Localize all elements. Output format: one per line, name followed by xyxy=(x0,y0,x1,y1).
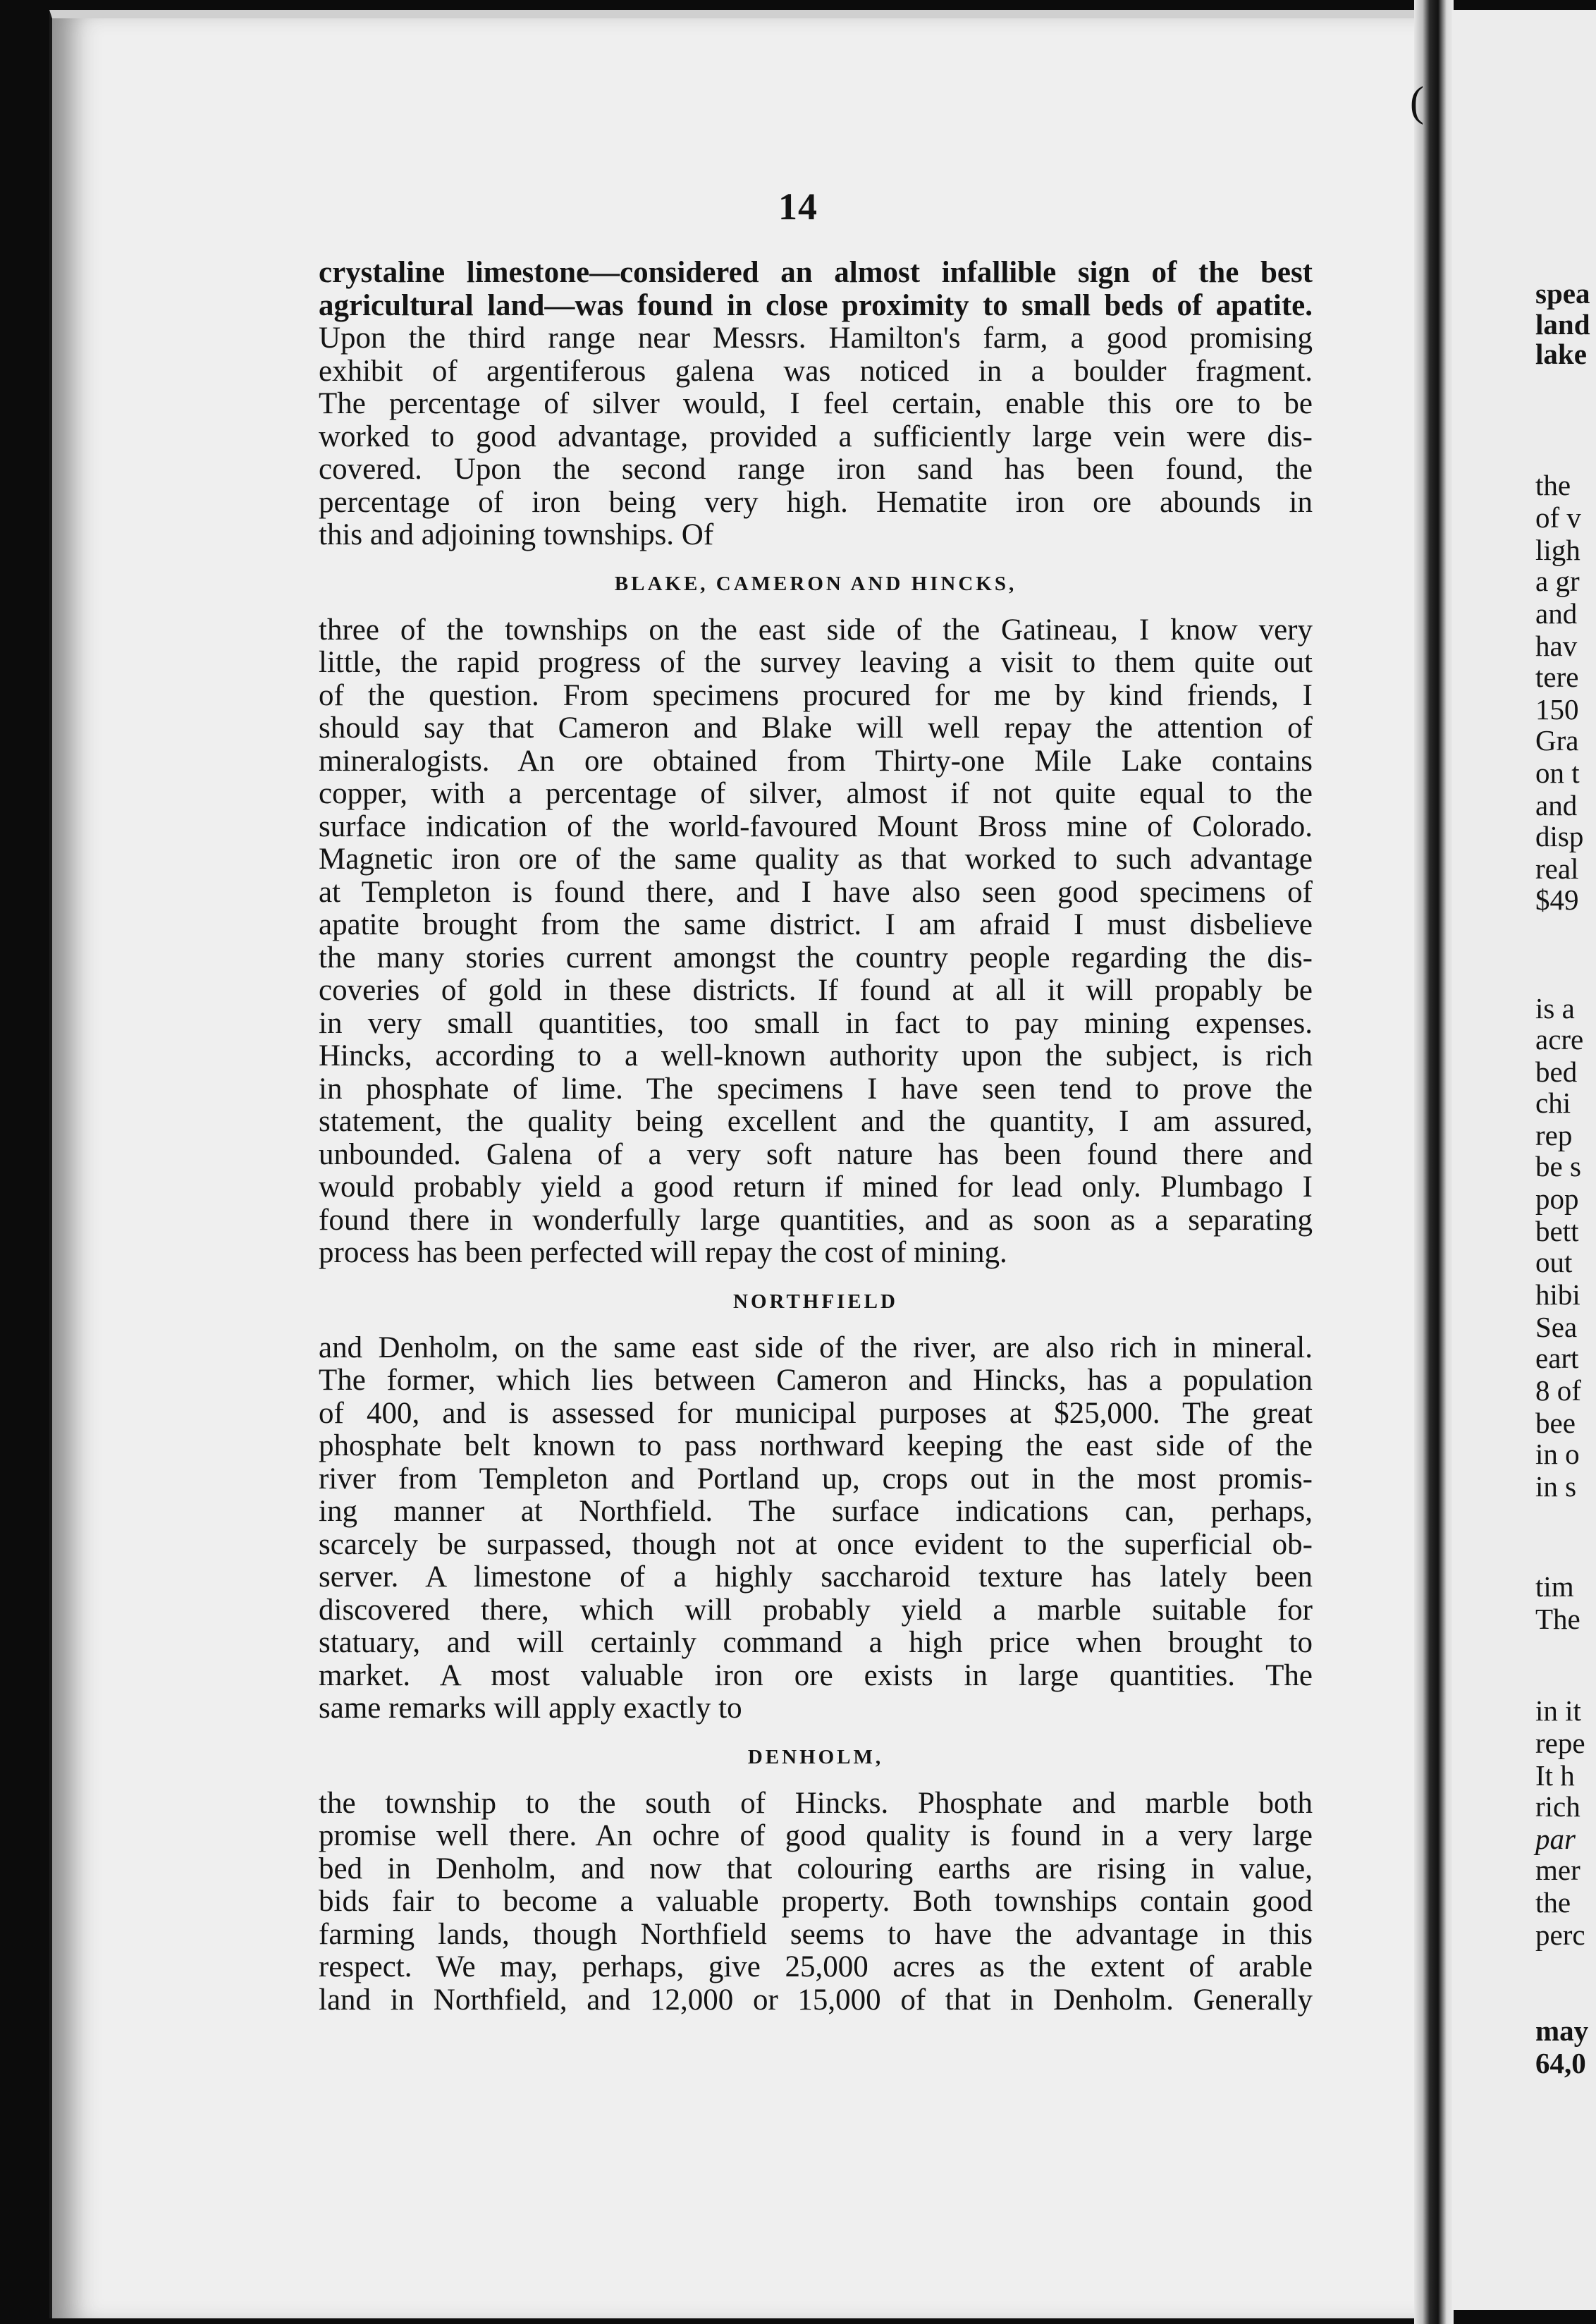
text-line: The percentage of silver would, I feel certain, enable this ore to be xyxy=(319,388,1313,420)
text-line: respect. We may, perhaps, give 25,000 acres as the extent of arable xyxy=(319,1951,1313,1983)
opposite-page-fragment: repe xyxy=(1535,1727,1585,1759)
section-heading: BLAKE, CAMERON AND HINCKS, xyxy=(614,572,1017,595)
opposite-page-fragment: in s xyxy=(1535,1470,1577,1503)
text-line: should say that Cameron and Blake will well repay the attention of xyxy=(319,712,1313,745)
text-line: found there in wonderfully large quantities, and as soon as a separating xyxy=(319,1204,1313,1237)
text-line: Hincks, according to a well-known authority upon the subject, is rich xyxy=(319,1040,1313,1072)
text-line: little, the rapid progress of the survey leaving a visit to them quite out xyxy=(319,647,1313,679)
text-line: process has been perfected will repay the cost of mining. xyxy=(319,1237,1007,1269)
section-heading: NORTHFIELD xyxy=(733,1290,898,1313)
section-heading: DENHOLM, xyxy=(747,1745,884,1768)
text-line: ing manner at Northfield. The surface indications can, perhaps, xyxy=(319,1496,1313,1528)
text-line: bids fair to become a valuable property. Both townships contain good xyxy=(319,1885,1313,1918)
text-line: percentage of iron being very high. Hematite iron ore abounds in xyxy=(319,486,1313,519)
text-line: and Denholm, on the same east side of the river, are also rich in mineral. xyxy=(319,1331,1313,1364)
text-line: would probably yield a good return if mined for lead only. Plumbago I xyxy=(319,1171,1313,1204)
text-line: at Templeton is found there, and I have also seen good specimens of xyxy=(319,876,1313,909)
opposite-page-fragment: chi xyxy=(1535,1087,1571,1119)
opposite-page-fragment: hav xyxy=(1535,630,1578,662)
opposite-page-fragment: in it xyxy=(1535,1694,1581,1727)
opposite-page-fragment: tim xyxy=(1535,1570,1574,1603)
opposite-page-fragment: the xyxy=(1535,469,1571,501)
text-line: statement, the quality being excellent and the quantity, I am assured, xyxy=(319,1106,1313,1138)
text-line: of 400, and is assessed for municipal purposes at $25,000. The great xyxy=(319,1397,1313,1430)
opposite-page-fragment: Gra xyxy=(1535,724,1579,757)
section-denholm xyxy=(319,1734,1313,2017)
opposite-page-fragment: mer xyxy=(1535,1854,1580,1886)
opposite-page-fragment: Sea xyxy=(1535,1311,1578,1343)
text-line: in very small quantities, too small in fact to pay mining expenses. xyxy=(319,1007,1313,1040)
opposite-page-fragment: out xyxy=(1535,1246,1573,1278)
opposite-page-fragment: and xyxy=(1535,597,1578,630)
text-line: land in Northfield, and 12,000 or 15,000 of that in Denholm. Generally xyxy=(319,1983,1313,2017)
text-line: discovered there, which will probably yield a marble suitable for xyxy=(319,1594,1313,1627)
section-northfield xyxy=(319,1278,1313,1725)
opposite-page-fragment: a gr xyxy=(1535,565,1580,597)
opposite-page-fragment: ligh xyxy=(1535,534,1580,566)
text-line: surface indication of the world-favoured Mount Bross mine of Colorado. xyxy=(319,810,1313,843)
text-line: same remarks will apply exactly to xyxy=(319,1692,742,1725)
text-line: Magnetic iron ore of the same quality as that worked to such advantage xyxy=(319,843,1313,876)
text-line: the township to the south of Hincks. Phosphate and marble both xyxy=(319,1787,1313,1820)
text-line: statuary, and will certainly command a high price when brought to xyxy=(319,1627,1313,1659)
opposite-page-fragment: in o xyxy=(1535,1438,1580,1470)
text-line: apatite brought from the same district. I am afraid I must disbelieve xyxy=(319,909,1313,941)
page-number: 14 xyxy=(778,185,818,228)
margin-bracket-mark: ( xyxy=(1410,78,1424,125)
text-line: phosphate belt known to pass northward keeping the east side of the xyxy=(319,1430,1313,1462)
opposite-page-fragment: bee xyxy=(1535,1407,1576,1439)
opposite-page-fragment: the xyxy=(1535,1886,1571,1919)
book-gutter xyxy=(1414,0,1454,2324)
text-line: crystaline limestone—considered an almost infallible sign of the best xyxy=(319,257,1313,289)
text-line: the many stories current amongst the country people regarding the dis- xyxy=(319,941,1313,974)
text-line: in phosphate of lime. The specimens I have seen tend to prove the xyxy=(319,1072,1313,1106)
opposite-page-fragment: 8 of xyxy=(1535,1374,1581,1407)
opposite-page-fragment: pop xyxy=(1535,1182,1579,1215)
text-column xyxy=(319,257,1313,2017)
opposite-page-fragment: rep xyxy=(1535,1119,1573,1151)
opposite-page-fragment: land xyxy=(1535,308,1590,341)
text-line: covered. Upon the second range iron sand has been found, the xyxy=(319,453,1313,486)
opposite-page-fragment: The xyxy=(1535,1603,1580,1635)
opposite-page-fragment: disp xyxy=(1535,820,1584,852)
text-line: Upon the third range near Messrs. Hamilton's farm, a good promising xyxy=(319,322,1313,355)
text-line: three of the townships on the east side of the Gatineau, I know very xyxy=(319,613,1313,647)
text-line: of the question. From specimens procured for me by kind friends, I xyxy=(319,679,1313,712)
text-line: bed in Denholm, and now that colouring earths are rising in value, xyxy=(319,1852,1313,1885)
paragraph-intro xyxy=(319,257,1313,552)
opposite-page-fragment: tere xyxy=(1535,661,1579,693)
text-line: mineralogists. An ore obtained from Thirty-one Mile Lake contains xyxy=(319,745,1313,778)
text-line: promise well there. An ochre of good quality is found in a very large xyxy=(319,1820,1313,1852)
opposite-page-fragment: of v xyxy=(1535,501,1581,534)
opposite-page-fragment: bed xyxy=(1535,1056,1578,1088)
opposite-page-fragment: be s xyxy=(1535,1150,1581,1182)
opposite-page-fragment: 64,0 xyxy=(1535,2047,1586,2079)
text-line: unbounded. Galena of a very soft nature has been found there and xyxy=(319,1138,1313,1171)
text-line: scarcely be surpassed, though not at once evident to the superficial ob- xyxy=(319,1528,1313,1561)
text-line: farming lands, though Northfield seems to have the advantage in this xyxy=(319,1918,1313,1951)
text-line: worked to good advantage, provided a sufficiently large vein were dis- xyxy=(319,420,1313,453)
section-blake-cameron-hincks xyxy=(319,561,1313,1270)
text-line: copper, with a percentage of silver, almost if not quite equal to the xyxy=(319,778,1313,810)
text-line: market. A most valuable iron ore exists in large quantities. The xyxy=(319,1659,1313,1692)
text-line: exhibit of argentiferous galena was noticed in a boulder fragment. xyxy=(319,355,1313,388)
opposite-page-fragment: acre xyxy=(1535,1023,1584,1056)
text-line: server. A limestone of a highly saccharoid texture has lately been xyxy=(319,1561,1313,1594)
opposite-page-fragment: bett xyxy=(1535,1215,1579,1247)
opposite-page-fragment: spea xyxy=(1535,277,1590,310)
opposite-page-fragment: on t xyxy=(1535,757,1580,789)
text-line: The former, which lies between Cameron and Hincks, has a population xyxy=(319,1364,1313,1397)
opposite-page-fragment: 150 xyxy=(1535,693,1579,726)
opposite-page-fragment: may xyxy=(1535,2014,1589,2047)
opposite-page-fragment: perc xyxy=(1535,1919,1585,1951)
opposite-page-fragment: rich xyxy=(1535,1790,1580,1823)
opposite-page-fragment: par xyxy=(1535,1823,1576,1855)
text-line: coveries of gold in these districts. If found at all it will propably be xyxy=(319,974,1313,1007)
text-line: river from Templeton and Portland up, crops out in the most promis- xyxy=(319,1462,1313,1496)
opposite-page-fragment: real xyxy=(1535,852,1579,885)
opposite-page-fragment: $49 xyxy=(1535,883,1579,916)
opposite-page-fragment: is a xyxy=(1535,992,1575,1025)
opposite-page-fragment: eart xyxy=(1535,1342,1579,1374)
opposite-page-fragment: lake xyxy=(1535,338,1587,370)
opposite-page-fragment: It h xyxy=(1535,1759,1575,1792)
opposite-page-fragment: and xyxy=(1535,789,1578,821)
opposite-page xyxy=(1452,10,1596,2310)
opposite-page-fragment: hibi xyxy=(1535,1278,1580,1311)
text-line: this and adjoining townships. Of xyxy=(319,519,714,551)
text-line: agricultural land—was found in close proximity to small beds of apatite. xyxy=(319,289,1313,322)
